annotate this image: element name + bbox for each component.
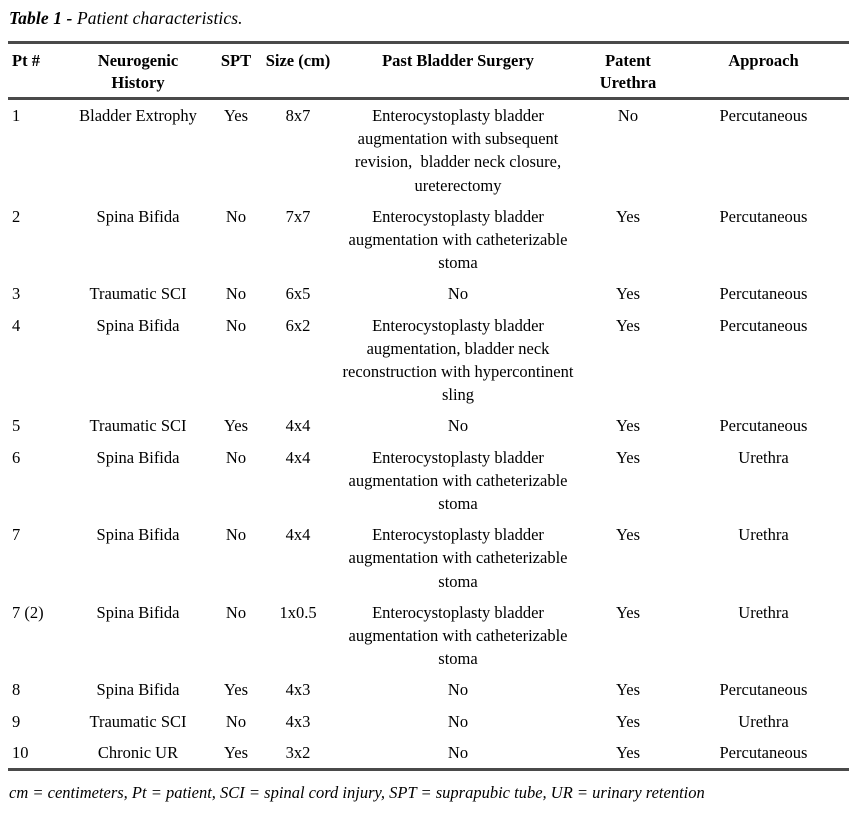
cell-size: 7x7 [285, 206, 311, 226]
cell-spt: No [225, 206, 247, 226]
cell-size: 6x2 [285, 315, 311, 335]
table-footnote: cm = centimeters, Pt = patient, SCI = spinal cord injury, SPT = suprapubic tube, UR = urinary retention [9, 783, 705, 803]
table-row [8, 410, 849, 441]
cell-patent-urethra: Yes [615, 206, 640, 226]
cell-approach: Percutaneous [719, 742, 808, 762]
column-header-spt-label: SPT [220, 51, 252, 70]
cell-patent-urethra: Yes [615, 447, 640, 467]
table-header [8, 43, 849, 99]
cell-pt: 8 [12, 680, 21, 700]
cell-size: 4x3 [285, 711, 311, 731]
cell-approach: Urethra [738, 711, 789, 731]
cell-pt: 5 [12, 416, 21, 436]
cell-past-bladder-surgery: No [447, 680, 469, 700]
cell-neurogenic-history: Spina Bifida [96, 315, 180, 335]
table-row [8, 706, 849, 737]
cell-neurogenic-history: Spina Bifida [96, 525, 180, 545]
cell-pt: 10 [12, 742, 29, 762]
cell-size: 6x5 [285, 284, 311, 304]
cell-past-bladder-surgery: Enterocystoplasty bladder augmentation with catheterizable stoma [348, 206, 568, 273]
cell-pt: 7 (2) [12, 602, 44, 622]
cell-past-bladder-surgery: No [447, 284, 469, 304]
cell-pt: 2 [12, 206, 21, 226]
column-header-size [258, 43, 338, 99]
cell-neurogenic-history: Bladder Extrophy [79, 106, 197, 125]
cell-spt: No [225, 447, 247, 467]
column-header-neurogenic-history-line1: Neurogenic [97, 51, 179, 70]
column-header-pt [8, 43, 62, 99]
table-caption [9, 8, 850, 29]
cell-spt: No [225, 602, 247, 622]
cell-approach: Urethra [738, 602, 789, 622]
cell-past-bladder-surgery: No [447, 742, 469, 762]
column-header-patent-urethra-line1: Patent [605, 51, 651, 70]
cell-patent-urethra: Yes [615, 680, 640, 700]
cell-spt: No [225, 315, 247, 335]
cell-size: 1x0.5 [279, 602, 317, 622]
cell-approach: Percutaneous [719, 315, 808, 335]
header-row [8, 43, 849, 99]
cell-past-bladder-surgery: No [447, 416, 469, 436]
cell-approach: Percutaneous [719, 416, 808, 436]
table-row [8, 99, 849, 201]
column-header-size-label: Size (cm) [265, 51, 331, 70]
table-row [8, 519, 849, 597]
cell-approach: Percutaneous [719, 284, 808, 304]
cell-past-bladder-surgery: Enterocystoplasty bladder augmentation with catheterizable stoma [348, 447, 568, 514]
table-row [8, 597, 849, 675]
table-body [8, 99, 849, 770]
cell-past-bladder-surgery: Enterocystoplasty bladder augmentation, bladder neck reconstruction with hypercontinent sling [342, 315, 574, 405]
cell-pt: 4 [12, 315, 21, 335]
cell-neurogenic-history: Chronic UR [97, 742, 179, 762]
cell-approach: Urethra [738, 525, 789, 545]
table-row [8, 201, 849, 279]
cell-spt: No [225, 525, 247, 545]
column-header-approach-label: Approach [728, 51, 799, 70]
cell-spt: Yes [223, 416, 248, 436]
table-row [8, 737, 849, 770]
cell-spt: No [225, 284, 247, 304]
cell-size: 8x7 [285, 106, 311, 125]
cell-spt: Yes [223, 106, 248, 125]
patient-characteristics-table [8, 41, 849, 771]
cell-patent-urethra: Yes [615, 711, 640, 731]
cell-neurogenic-history: Spina Bifida [96, 602, 180, 622]
column-header-neurogenic-history [62, 43, 214, 99]
cell-size: 4x3 [285, 680, 311, 700]
cell-spt: Yes [223, 680, 248, 700]
cell-pt: 6 [12, 447, 21, 467]
column-header-neurogenic-history-line2: History [111, 73, 165, 92]
cell-approach: Urethra [738, 447, 789, 467]
cell-neurogenic-history: Traumatic SCI [89, 416, 187, 436]
table-row [8, 674, 849, 705]
cell-patent-urethra: Yes [615, 284, 640, 304]
cell-size: 4x4 [285, 525, 311, 545]
cell-size: 4x4 [285, 416, 311, 436]
table-row [8, 442, 849, 520]
cell-pt: 1 [12, 106, 21, 125]
cell-neurogenic-history: Spina Bifida [96, 447, 180, 467]
table-caption-text: Patient characteristics. [76, 8, 243, 28]
column-header-patent-urethra-line2: Urethra [599, 73, 657, 92]
cell-size: 3x2 [285, 742, 311, 762]
column-header-approach [678, 43, 849, 99]
cell-size: 4x4 [285, 447, 311, 467]
cell-approach: Percutaneous [719, 206, 808, 226]
cell-past-bladder-surgery: No [447, 711, 469, 731]
cell-neurogenic-history: Traumatic SCI [89, 284, 187, 304]
cell-neurogenic-history: Spina Bifida [96, 680, 180, 700]
column-header-patent-urethra [578, 43, 678, 99]
cell-patent-urethra: Yes [615, 416, 640, 436]
cell-past-bladder-surgery: Enterocystoplasty bladder augmentation with catheterizable stoma [348, 525, 568, 591]
column-header-spt [214, 43, 258, 99]
cell-neurogenic-history: Spina Bifida [96, 206, 180, 226]
cell-patent-urethra: Yes [615, 315, 640, 335]
column-header-past-bladder-surgery-label: Past Bladder Surgery [382, 51, 534, 70]
cell-patent-urethra: Yes [615, 742, 640, 762]
table-row [8, 278, 849, 309]
cell-pt: 9 [12, 711, 21, 731]
cell-approach: Percutaneous [719, 680, 808, 700]
column-header-past-bladder-surgery [338, 43, 578, 99]
cell-patent-urethra: No [617, 106, 639, 125]
column-header-pt-label: Pt # [12, 51, 40, 70]
cell-patent-urethra: Yes [615, 525, 640, 545]
cell-spt: No [225, 711, 247, 731]
table-row [8, 310, 849, 411]
cell-approach: Percutaneous [719, 106, 808, 125]
cell-pt: 3 [12, 284, 21, 304]
cell-pt: 7 [12, 525, 21, 545]
cell-neurogenic-history: Traumatic SCI [89, 711, 187, 731]
cell-past-bladder-surgery: Enterocystoplasty bladder augmentation with subsequent revision, bladder neck closure, ureterectomy [354, 106, 562, 195]
cell-patent-urethra: Yes [615, 602, 640, 622]
cell-past-bladder-surgery: Enterocystoplasty bladder augmentation with catheterizable stoma [348, 602, 568, 669]
table-caption-label: Table 1 - [9, 8, 73, 28]
cell-spt: Yes [223, 742, 248, 762]
